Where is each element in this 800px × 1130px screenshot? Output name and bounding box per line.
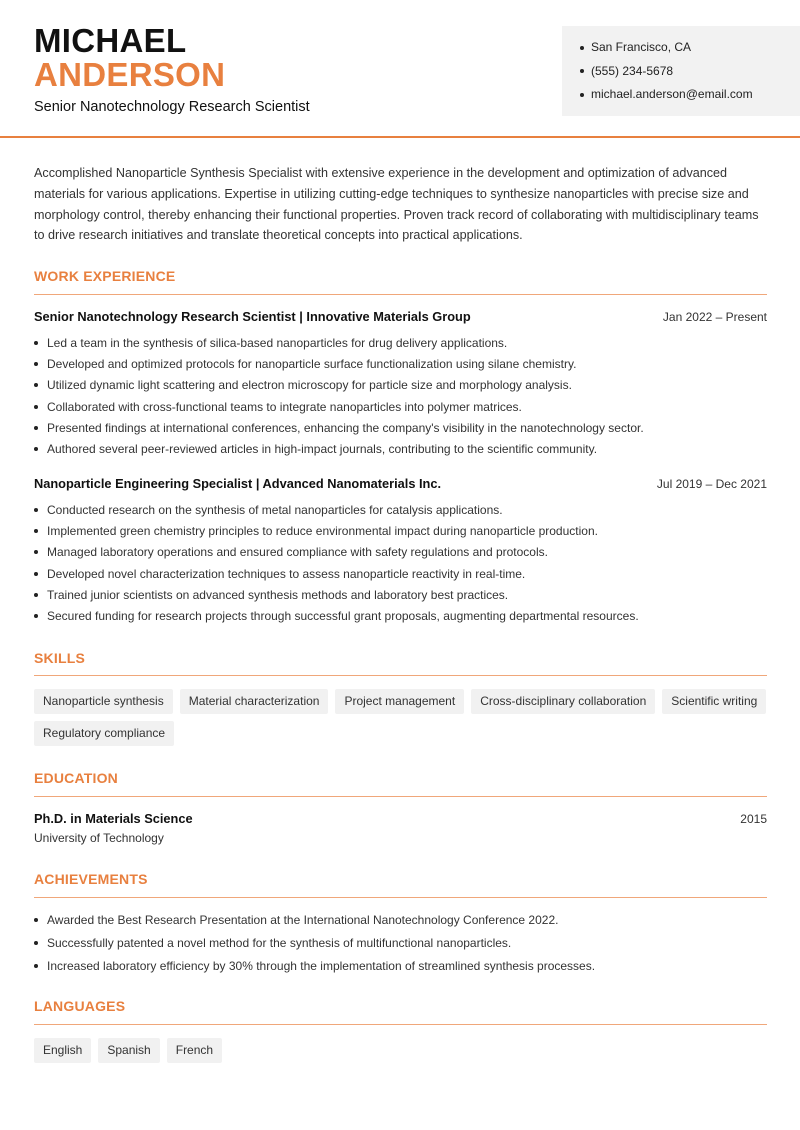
resume-header [0, 0, 800, 138]
list-item: Led a team in the synthesis of silica-based nanoparticles for drug delivery applications. [34, 332, 774, 353]
job-role: Senior Nanotechnology Research Scientist | Innovative Materials Group [34, 309, 471, 324]
skill-chip: Cross-disciplinary collaboration [471, 689, 655, 714]
bullet-dot-icon [34, 572, 38, 576]
section-divider [34, 294, 767, 295]
bullet-dot-icon [34, 362, 38, 366]
section-divider [34, 1024, 767, 1025]
list-item: Implemented green chemistry principles to reduce environmental impact during nanoparticle production. [34, 520, 774, 541]
language-chip: English [34, 1038, 91, 1063]
list-item: Developed and optimized protocols for nanoparticle surface functionalization using silane chemistry. [34, 353, 774, 374]
job-header [34, 476, 767, 491]
bullet-dot-icon [34, 341, 38, 345]
bullet-dot-icon [34, 550, 38, 554]
job-title: Senior Nanotechnology Research Scientist [34, 99, 310, 115]
contact-location: San Francisco, CA [580, 36, 800, 60]
last-name: ANDERSON [34, 56, 226, 93]
bullet-dot-icon [34, 918, 38, 922]
bullet-dot-icon [34, 614, 38, 618]
skill-chip: Regulatory compliance [34, 721, 174, 746]
skills-heading: SKILLS [34, 650, 85, 666]
education-year: 2015 [740, 812, 767, 826]
first-name: MICHAEL [34, 22, 187, 59]
bullet-dot-icon [34, 405, 38, 409]
list-item: Utilized dynamic light scattering and electron microscopy for particle size and morphology analysis. [34, 375, 774, 396]
list-item: Authored several peer-reviewed articles in high-impact journals, contributing to the scientific community. [34, 438, 774, 459]
job-header [34, 309, 767, 324]
skill-chip: Project management [335, 689, 464, 714]
languages-list [34, 1038, 774, 1070]
skill-chip: Scientific writing [662, 689, 766, 714]
contact-email: michael.anderson@email.com [580, 83, 800, 107]
languages-heading: LANGUAGES [34, 998, 126, 1014]
education-heading: EDUCATION [34, 770, 118, 786]
contact-phone: (555) 234-5678 [580, 60, 800, 84]
bullet-dot-icon [580, 69, 584, 73]
list-item: Awarded the Best Research Presentation at the International Nanotechnology Conference 2022. [34, 909, 774, 932]
list-item: Successfully patented a novel method for the synthesis of multifunctional nanoparticles. [34, 932, 774, 955]
list-item: Conducted research on the synthesis of metal nanoparticles for catalysis applications. [34, 499, 774, 520]
section-divider [34, 897, 767, 898]
bullet-dot-icon [580, 93, 584, 97]
section-divider [34, 796, 767, 797]
contact-box [562, 26, 800, 116]
bullet-dot-icon [34, 383, 38, 387]
section-divider [34, 675, 767, 676]
education-header [34, 811, 767, 826]
bullet-dot-icon [580, 46, 584, 50]
education-degree: Ph.D. in Materials Science [34, 811, 193, 826]
list-item: Secured funding for research projects through successful grant proposals, augmenting departmental resources. [34, 605, 774, 626]
list-item: Developed novel characterization techniques to assess nanoparticle reactivity in real-time. [34, 563, 774, 584]
achievements-heading: ACHIEVEMENTS [34, 871, 148, 887]
bullet-dot-icon [34, 447, 38, 451]
list-item: Presented findings at international conferences, enhancing the company's visibility in the nanotechnology sector. [34, 417, 774, 438]
skill-chip: Material characterization [180, 689, 329, 714]
skills-list [34, 689, 774, 753]
language-chip: Spanish [98, 1038, 159, 1063]
bullet-dot-icon [34, 593, 38, 597]
achievements-list [34, 909, 774, 977]
list-item: Collaborated with cross-functional teams to integrate nanoparticles into polymer matrices. [34, 396, 774, 417]
list-item: Increased laboratory efficiency by 30% through the implementation of streamlined synthesis processes. [34, 954, 774, 977]
education-school: University of Technology [34, 831, 164, 845]
list-item: Trained junior scientists on advanced synthesis methods and laboratory best practices. [34, 584, 774, 605]
professional-summary: Accomplished Nanoparticle Synthesis Specialist with extensive experience in the development and optimization of advanced materials for various applications. Expertise in utilizing cutting-edge techniques to synthesize nanoparticles with precise size and morphology control, thereby enhancing their functional properties. Proven track record of collaborating with multidisciplinary teams to drive research initiatives and translate theoretical concepts into practical applications. [34, 166, 759, 243]
job-dates: Jan 2022 – Present [662, 310, 767, 324]
language-chip: French [167, 1038, 222, 1063]
job-dates: Jul 2019 – Dec 2021 [656, 477, 767, 491]
job-bullet-list [34, 332, 774, 460]
job-bullet-list [34, 499, 774, 627]
bullet-dot-icon [34, 508, 38, 512]
bullet-dot-icon [34, 426, 38, 430]
bullet-dot-icon [34, 941, 38, 945]
bullet-dot-icon [34, 964, 38, 968]
list-item: Managed laboratory operations and ensured compliance with safety regulations and protocols. [34, 542, 774, 563]
bullet-dot-icon [34, 529, 38, 533]
job-role: Nanoparticle Engineering Specialist | Advanced Nanomaterials Inc. [34, 476, 442, 491]
work-experience-heading: WORK EXPERIENCE [34, 268, 176, 284]
skill-chip: Nanoparticle synthesis [34, 689, 173, 714]
